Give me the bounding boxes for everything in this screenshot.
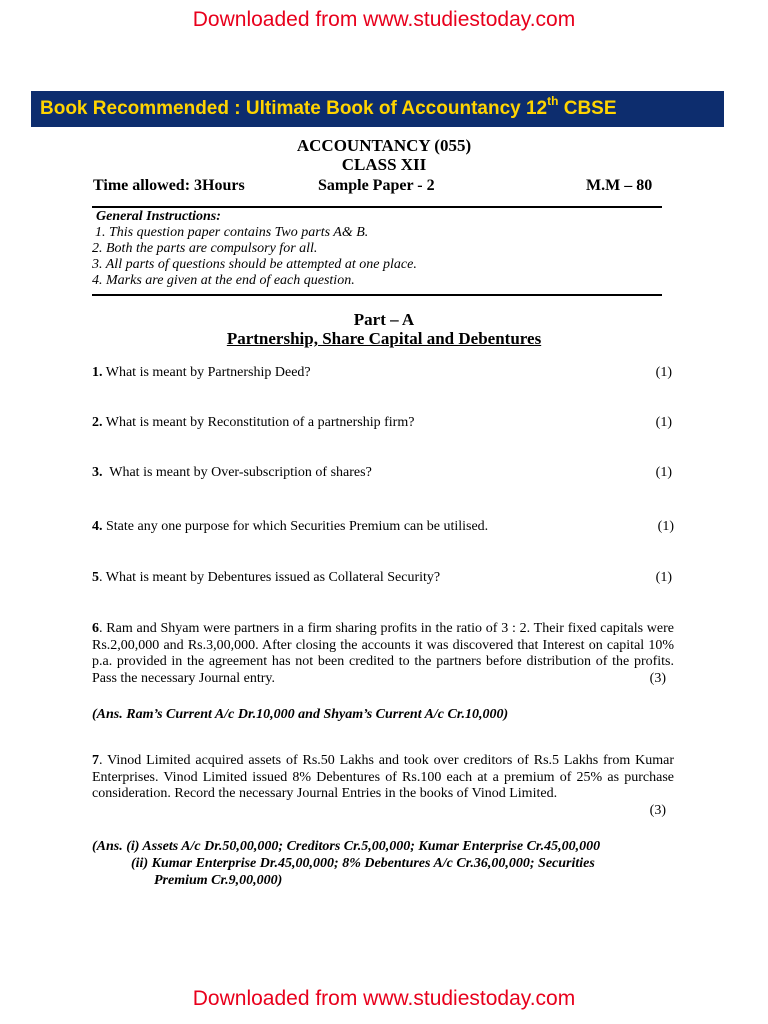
question-7 (92, 753, 674, 818)
question-marks: (1) (655, 465, 672, 480)
question-5 (92, 570, 672, 587)
instruction-item: 1. This question paper contains Two parts A& B. (95, 225, 369, 240)
part-label: Part – A (353, 310, 415, 329)
book-recommendation-banner (31, 91, 724, 127)
question-text: State any one purpose for which Securities Premium can be utilised. (102, 519, 489, 534)
question-text: What is meant by Over-subscription of shares? (102, 465, 372, 480)
instruction-item: 2. Both the parts are compulsory for all. (92, 241, 318, 256)
question-6 (92, 621, 674, 687)
question-2 (92, 415, 672, 432)
divider-bottom (92, 294, 662, 296)
banner-superscript: th (547, 93, 559, 108)
general-instructions (92, 209, 417, 289)
watermark-top: Downloaded from www.studiestoday.com (192, 8, 576, 31)
banner-suffix: CBSE (558, 98, 617, 119)
answer-7-line-3: Premium Cr.9,00,000) (154, 873, 283, 888)
question-number: 6 (92, 621, 99, 636)
question-text: . What is meant by Debentures issued as Collateral Security? (99, 570, 441, 585)
answer-6: (Ans. Ram’s Current A/c Dr.10,000 and Shyam’s Current A/c Cr.10,000) (92, 707, 509, 722)
question-marks: (1) (655, 365, 672, 380)
question-text: . Ram and Shyam were partners in a firm sharing profits in the ratio of 3 : 2. Their fixed capitals were Rs.2,00,000 and Rs.3,00,000. After closing the accounts it was discovered that Interest on capital 10% p.a. provided in the agreement has not been credited to the partners before distribution of the profits. Pass the necessary Journal entry. (92, 621, 674, 686)
question-number: 5 (92, 570, 99, 585)
question-text: What is meant by Reconstitution of a partnership firm? (102, 415, 415, 430)
question-1 (92, 365, 672, 382)
question-marks: (3) (649, 803, 666, 818)
instruction-item: 3. All parts of questions should be attempted at one place. (92, 257, 417, 272)
question-marks: (3) (649, 671, 666, 686)
subject-title: ACCOUNTANCY (055) (296, 136, 472, 155)
class-title: CLASS XII (341, 155, 427, 174)
question-3 (92, 465, 672, 482)
question-number: 7 (92, 753, 99, 768)
time-allowed: Time allowed: 3Hours (93, 177, 245, 194)
question-text: . Vinod Limited acquired assets of Rs.50 Lakhs and took over creditors of Rs.5 Lakhs from Kumar Enterprises. Vinod Limited issued 8% Debentures of Rs.100 each at a premium of 25% as purchase consideration. Record the necessary Journal Entries in the books of Vinod Limited. (92, 753, 674, 801)
question-number: 3. (92, 465, 103, 480)
question-text: What is meant by Partnership Deed? (102, 365, 311, 380)
part-title: Partnership, Share Capital and Debentures (226, 329, 542, 348)
divider-top (92, 206, 662, 208)
max-marks: M.M – 80 (586, 177, 653, 194)
question-number: 4. (92, 519, 103, 534)
question-marks: (1) (655, 570, 672, 585)
banner-text: Book Recommended : Ultimate Book of Accountancy 12 (40, 98, 548, 119)
question-marks: (1) (657, 519, 674, 534)
paper-label: Sample Paper - 2 (318, 177, 435, 194)
watermark-bottom: Downloaded from www.studiestoday.com (192, 987, 576, 1010)
question-marks: (1) (655, 415, 672, 430)
instructions-title: General Instructions: (96, 209, 221, 224)
answer-7-line-1: (Ans. (i) Assets A/c Dr.50,00,000; Creditors Cr.5,00,000; Kumar Enterprise Cr.45,00,000 (92, 839, 601, 854)
instruction-item: 4. Marks are given at the end of each question. (92, 273, 355, 288)
answer-7-line-2: (ii) Kumar Enterprise Dr.45,00,000; 8% Debentures A/c Cr.36,00,000; Securities (131, 856, 595, 871)
question-number: 1. (92, 365, 103, 380)
question-number: 2. (92, 415, 103, 430)
part-title-row (0, 329, 768, 349)
question-4 (92, 519, 672, 536)
